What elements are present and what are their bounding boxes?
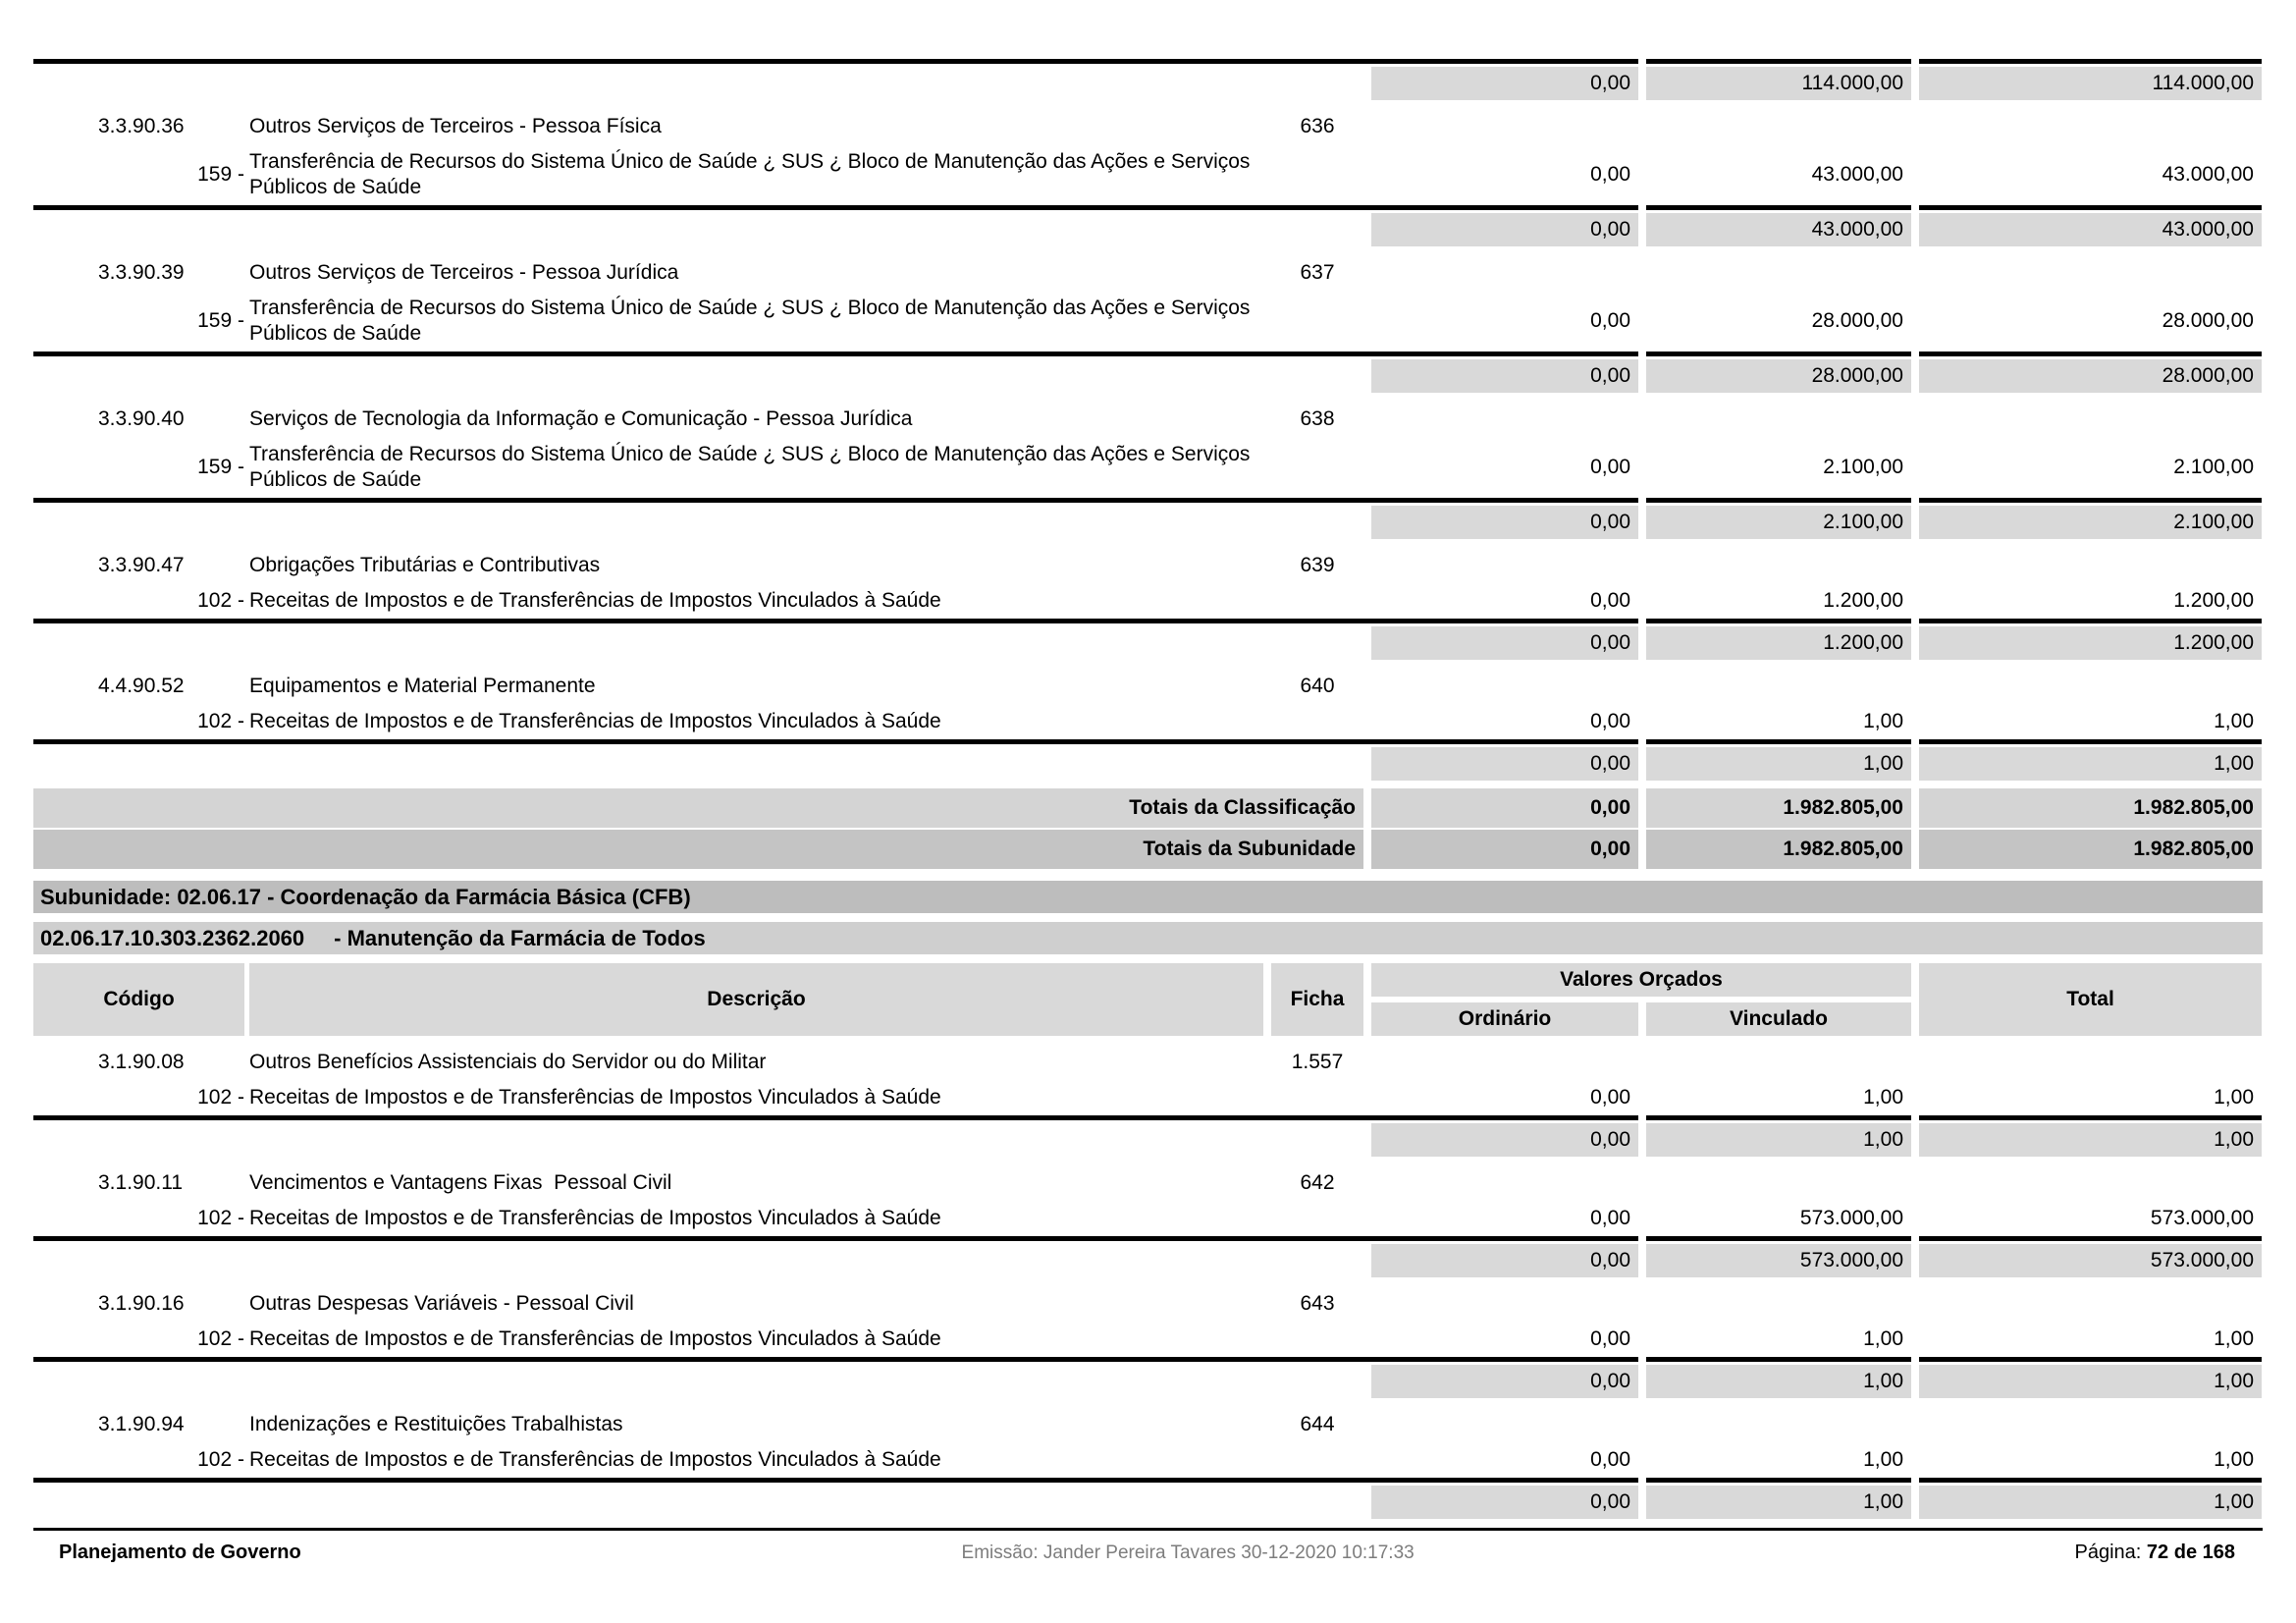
totals-vinculado: 1.982.805,00 — [1646, 788, 1911, 828]
ficha-number: 644 — [1300, 1413, 1335, 1435]
resource-detail-row — [33, 296, 2263, 347]
header-ordinario: Ordinário — [1371, 1002, 1638, 1036]
divider-segment — [1919, 1236, 2262, 1241]
classification-subtotal-row — [33, 1365, 2263, 1398]
classification-section — [33, 1166, 2263, 1277]
classification-section — [33, 256, 2263, 393]
vinculado-value: 1,00 — [1863, 710, 1903, 732]
ficha-number: 640 — [1300, 675, 1335, 697]
divider-segment — [1919, 1357, 2262, 1362]
classification-row — [33, 1287, 2263, 1321]
ordinario-value: 0,00 — [1590, 456, 1630, 478]
classification-section — [33, 670, 2263, 781]
section-divider — [33, 352, 2263, 356]
divider-segment — [1919, 1115, 2262, 1120]
section-divider — [33, 498, 2263, 503]
classification-row — [33, 110, 2263, 143]
divider-segment — [33, 352, 1638, 356]
divider-segment — [33, 1478, 1638, 1483]
ficha-number: 636 — [1300, 115, 1335, 137]
vinculado-value: 2.100,00 — [1823, 456, 1903, 478]
vinculado-value: 1,00 — [1863, 1327, 1903, 1350]
resource-detail-row — [33, 1085, 2263, 1110]
divider-segment — [33, 739, 1638, 744]
divider-segment — [1919, 59, 2262, 64]
carryover-subtotal-row — [33, 67, 2263, 100]
subtotal-total: 573.000,00 — [1919, 1244, 2262, 1277]
resource-detail-row — [33, 149, 2263, 200]
divider-segment — [1919, 619, 2262, 623]
ficha-number: 1.557 — [1291, 1051, 1344, 1073]
classification-row — [33, 670, 2263, 703]
divider-segment — [33, 205, 1638, 210]
resource-detail-row — [33, 709, 2263, 734]
classification-subtotal-row — [33, 1244, 2263, 1277]
classification-subtotal-row — [33, 213, 2263, 246]
subtotal-total: 43.000,00 — [1919, 213, 2262, 246]
classification-section — [33, 110, 2263, 246]
source-code: 159 - — [197, 309, 244, 332]
divider-segment — [1646, 1357, 1911, 1362]
divider-segment — [1646, 205, 1911, 210]
classification-description: Equipamentos e Material Permanente — [249, 675, 596, 697]
footer-system-title: Planejamento de Governo — [59, 1542, 301, 1563]
ficha-number: 637 — [1300, 261, 1335, 284]
section-divider — [33, 205, 2263, 210]
subtotal-vinculado: 1,00 — [1646, 1486, 1911, 1519]
ordinario-value: 0,00 — [1590, 1086, 1630, 1109]
divider-segment — [33, 1115, 1638, 1120]
ordinario-value: 0,00 — [1590, 1327, 1630, 1350]
totals-label: Totais da Classificação — [33, 788, 1363, 828]
ordinario-value: 0,00 — [1590, 1448, 1630, 1471]
divider-segment — [33, 59, 1638, 64]
subunidade-band — [33, 881, 2263, 913]
totals-vinculado: 1.982.805,00 — [1646, 830, 1911, 869]
divider-segment — [1919, 739, 2262, 744]
divider-segment — [1646, 1236, 1911, 1241]
page-footer — [33, 1542, 2263, 1564]
total-value: 2.100,00 — [2173, 456, 2254, 478]
source-code: 102 - — [197, 589, 244, 612]
source-description: Receitas de Impostos e de Transferências de Impostos Vinculados à Saúde — [249, 710, 941, 732]
ordinario-value: 0,00 — [1590, 589, 1630, 612]
ordinario-value: 0,00 — [1590, 163, 1630, 186]
total-value: 1,00 — [2214, 1327, 2254, 1350]
section-divider — [33, 1236, 2263, 1241]
section-divider — [33, 619, 2263, 623]
subtotal-total: 28.000,00 — [1919, 359, 2262, 393]
classification-description: Outros Serviços de Terceiros - Pessoa Física — [249, 115, 662, 137]
source-description: Receitas de Impostos e de Transferências de Impostos Vinculados à Saúde — [249, 1327, 941, 1350]
totals-label: Totais da Subunidade — [33, 830, 1363, 869]
ordinario-value: 0,00 — [1590, 1207, 1630, 1229]
divider-segment — [33, 498, 1638, 503]
subtotal-ordinario: 0,00 — [1371, 359, 1638, 393]
section-divider — [33, 1357, 2263, 1362]
footer-page-value: 72 de 168 — [2146, 1542, 2235, 1563]
classification-row — [33, 1408, 2263, 1441]
source-description: Transferência de Recursos do Sistema Único de Saúde ¿ SUS ¿ Bloco de Manutenção das Ações e Serviços Públicos de Saúde — [249, 150, 1256, 198]
classification-row — [33, 1046, 2263, 1079]
vinculado-value: 573.000,00 — [1799, 1207, 1903, 1229]
classification-description: Outros Serviços de Terceiros - Pessoa Jurídica — [249, 261, 679, 284]
divider-segment — [1646, 1478, 1911, 1483]
source-description: Receitas de Impostos e de Transferências de Impostos Vinculados à Saúde — [249, 1448, 941, 1471]
classification-section — [33, 1408, 2263, 1519]
subtotal-vinculado: 28.000,00 — [1646, 359, 1911, 393]
subtotal-total: 1,00 — [1919, 1123, 2262, 1157]
subtotal-vinculado: 573.000,00 — [1646, 1244, 1911, 1277]
classification-subtotal-row — [33, 1123, 2263, 1157]
vinculado-value: 28.000,00 — [1811, 309, 1903, 332]
subtotal-vinculado: 1,00 — [1646, 747, 1911, 781]
subtotal-ordinario: 0,00 — [1371, 1365, 1638, 1398]
classification-section — [33, 549, 2263, 660]
subtotal-ordinario: 0,00 — [1371, 1244, 1638, 1277]
resource-detail-row — [33, 1326, 2263, 1352]
divider-segment — [1919, 1478, 2262, 1483]
subtotal-total: 1,00 — [1919, 1486, 2262, 1519]
divider-segment — [1646, 352, 1911, 356]
subtotal-vinculado: 1,00 — [1646, 1365, 1911, 1398]
classification-row — [33, 1166, 2263, 1200]
classification-code: 3.1.90.11 — [98, 1171, 184, 1194]
classification-code: 3.1.90.08 — [98, 1051, 185, 1073]
classification-code: 3.1.90.94 — [98, 1413, 185, 1435]
divider-segment — [1919, 205, 2262, 210]
ordinario-value: 0,00 — [1590, 710, 1630, 732]
totals-subunidade-row — [33, 830, 2263, 869]
classification-subtotal-row — [33, 1486, 2263, 1519]
source-code: 102 - — [197, 1448, 244, 1471]
subunidade-title: Subunidade: 02.06.17 - Coordenação da Farmácia Básica (CFB) — [40, 884, 691, 909]
header-valores-orcados: Valores Orçados — [1371, 963, 1911, 997]
divider-segment — [1646, 1115, 1911, 1120]
classification-section — [33, 1287, 2263, 1398]
total-value: 1,00 — [2214, 710, 2254, 732]
divider-segment — [1919, 498, 2262, 503]
subtotal-ordinario: 0,00 — [1371, 213, 1638, 246]
resource-detail-row — [33, 1206, 2263, 1231]
classification-code: 4.4.90.52 — [98, 675, 185, 697]
subtotal-total: 1,00 — [1919, 747, 2262, 781]
header-descricao: Descrição — [249, 963, 1263, 1036]
subtotal-ordinario: 0,00 — [1371, 747, 1638, 781]
header-codigo: Código — [33, 963, 244, 1036]
classification-code: 3.3.90.36 — [98, 115, 185, 137]
source-code: 102 - — [197, 1327, 244, 1350]
total-value: 573.000,00 — [2150, 1207, 2254, 1229]
totals-ordinario: 0,00 — [1371, 830, 1638, 869]
resource-detail-row — [33, 1447, 2263, 1473]
section-divider — [33, 59, 2263, 64]
subtotal-ordinario: 0,00 — [1371, 67, 1638, 100]
totals-classificacao-row — [33, 788, 2263, 828]
divider-segment — [33, 1236, 1638, 1241]
program-band — [33, 922, 2263, 954]
total-value: 1,00 — [2214, 1086, 2254, 1109]
classification-subtotal-row — [33, 626, 2263, 660]
section-divider — [33, 1478, 2263, 1483]
ficha-number: 638 — [1300, 407, 1335, 430]
subtotal-ordinario: 0,00 — [1371, 506, 1638, 539]
resource-detail-row — [33, 588, 2263, 614]
header-total: Total — [1919, 963, 2262, 1036]
program-code: 02.06.17.10.303.2362.2060 — [40, 925, 305, 950]
classification-section — [33, 1046, 2263, 1157]
subtotal-total: 1.200,00 — [1919, 626, 2262, 660]
classification-row — [33, 256, 2263, 290]
footer-page-number — [2075, 1542, 2235, 1564]
source-code: 102 - — [197, 1207, 244, 1229]
divider-segment — [1646, 619, 1911, 623]
budget-table — [33, 0, 2263, 1519]
subtotal-total: 114.000,00 — [1919, 67, 2262, 100]
footer-emission-info: Emissão: Jander Pereira Tavares 30-12-2020 10:17:33 — [961, 1542, 1415, 1563]
totals-total: 1.982.805,00 — [1919, 830, 2262, 869]
divider-segment — [1646, 498, 1911, 503]
classification-description: Serviços de Tecnologia da Informação e Comunicação - Pessoa Jurídica — [249, 407, 913, 430]
classification-code: 3.1.90.16 — [98, 1292, 185, 1315]
header-vinculado: Vinculado — [1646, 1002, 1911, 1036]
divider-segment — [33, 1357, 1638, 1362]
source-code: 159 - — [197, 456, 244, 478]
subtotal-ordinario: 0,00 — [1371, 1486, 1638, 1519]
subtotal-vinculado: 1.200,00 — [1646, 626, 1911, 660]
total-value: 1,00 — [2214, 1448, 2254, 1471]
resource-detail-row — [33, 442, 2263, 493]
source-description: Transferência de Recursos do Sistema Único de Saúde ¿ SUS ¿ Bloco de Manutenção das Ações e Serviços Públicos de Saúde — [249, 443, 1256, 491]
subtotal-vinculado: 114.000,00 — [1646, 67, 1911, 100]
classification-description: Vencimentos e Vantagens Fixas Pessoal Civil — [249, 1171, 672, 1194]
total-value: 43.000,00 — [2162, 163, 2254, 186]
divider-segment — [1646, 739, 1911, 744]
classification-subtotal-row — [33, 359, 2263, 393]
classification-subtotal-row — [33, 747, 2263, 781]
source-description: Transferência de Recursos do Sistema Único de Saúde ¿ SUS ¿ Bloco de Manutenção das Ações e Serviços Públicos de Saúde — [249, 297, 1256, 345]
section-divider — [33, 1115, 2263, 1120]
classification-row — [33, 549, 2263, 582]
totals-ordinario: 0,00 — [1371, 788, 1638, 828]
classification-description: Outras Despesas Variáveis - Pessoal Civil — [249, 1292, 634, 1315]
vinculado-value: 43.000,00 — [1811, 163, 1903, 186]
classification-section — [33, 403, 2263, 539]
classification-row — [33, 403, 2263, 436]
subtotal-ordinario: 0,00 — [1371, 1123, 1638, 1157]
footer-divider — [33, 1528, 2263, 1531]
classification-subtotal-row — [33, 506, 2263, 539]
source-description: Receitas de Impostos e de Transferências de Impostos Vinculados à Saúde — [249, 589, 941, 612]
vinculado-value: 1.200,00 — [1823, 589, 1903, 612]
section-divider — [33, 739, 2263, 744]
vinculado-value: 1,00 — [1863, 1086, 1903, 1109]
vinculado-value: 1,00 — [1863, 1448, 1903, 1471]
classification-description: Obrigações Tributárias e Contributivas — [249, 554, 601, 576]
ordinario-value: 0,00 — [1590, 309, 1630, 332]
source-code: 102 - — [197, 1086, 244, 1109]
header-ficha: Ficha — [1271, 963, 1363, 1036]
divider-segment — [1646, 59, 1911, 64]
total-value: 28.000,00 — [2162, 309, 2254, 332]
source-code: 102 - — [197, 710, 244, 732]
subtotal-total: 2.100,00 — [1919, 506, 2262, 539]
footer-page-label: Página: — [2074, 1542, 2142, 1563]
subtotal-vinculado: 1,00 — [1646, 1123, 1911, 1157]
classification-description: Outros Benefícios Assistenciais do Servidor ou do Militar — [249, 1051, 767, 1073]
ficha-number: 643 — [1300, 1292, 1335, 1315]
divider-segment — [33, 619, 1638, 623]
subtotal-total: 1,00 — [1919, 1365, 2262, 1398]
classification-description: Indenizações e Restituições Trabalhistas — [249, 1413, 623, 1435]
divider-segment — [1919, 352, 2262, 356]
table-header — [33, 963, 2263, 1036]
subtotal-ordinario: 0,00 — [1371, 626, 1638, 660]
ficha-number: 639 — [1300, 554, 1335, 576]
ficha-number: 642 — [1300, 1171, 1335, 1194]
subtotal-vinculado: 2.100,00 — [1646, 506, 1911, 539]
classification-code: 3.3.90.47 — [98, 554, 185, 576]
total-value: 1.200,00 — [2173, 589, 2254, 612]
source-description: Receitas de Impostos e de Transferências de Impostos Vinculados à Saúde — [249, 1086, 941, 1109]
classification-code: 3.3.90.39 — [98, 261, 185, 284]
subtotal-vinculado: 43.000,00 — [1646, 213, 1911, 246]
classification-code: 3.3.90.40 — [98, 407, 185, 430]
program-name: - Manutenção da Farmácia de Todos — [334, 925, 706, 950]
totals-total: 1.982.805,00 — [1919, 788, 2262, 828]
source-description: Receitas de Impostos e de Transferências de Impostos Vinculados à Saúde — [249, 1207, 941, 1229]
source-code: 159 - — [197, 163, 244, 186]
